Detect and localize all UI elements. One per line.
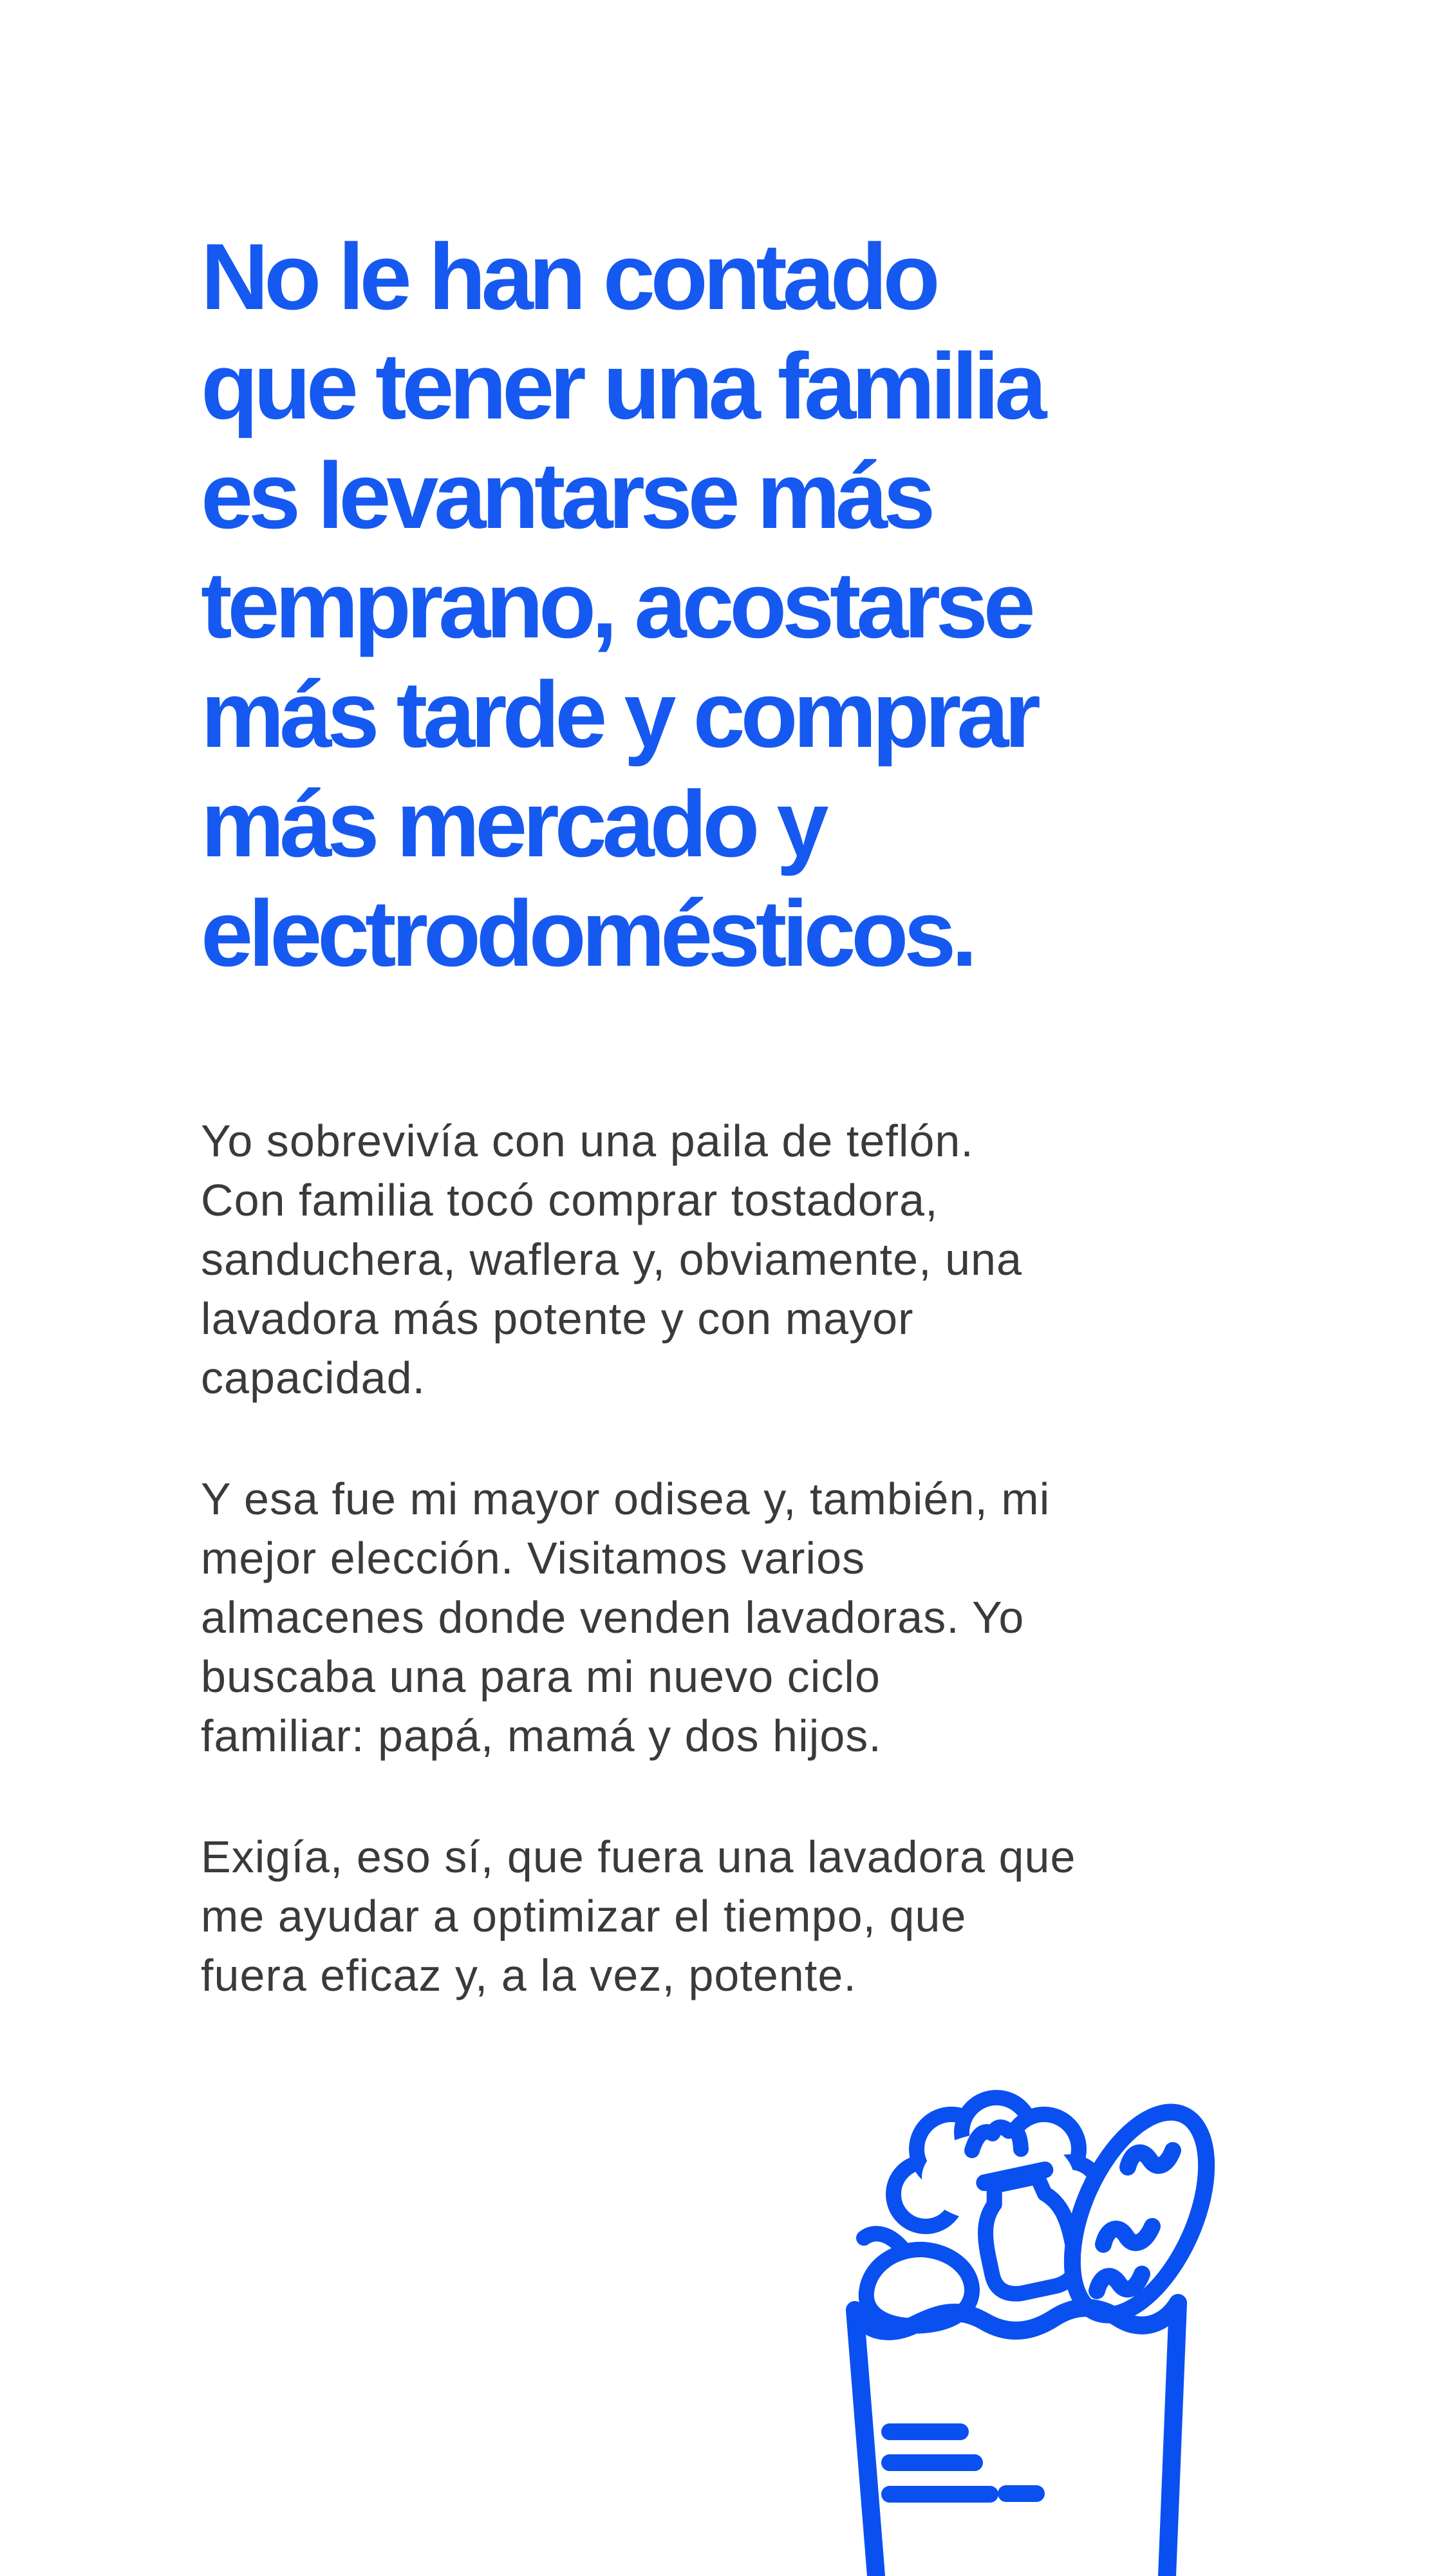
receipt-lines-icon: [890, 2432, 1036, 2494]
text-line: Exigía, eso sí, que fuera una lavadora que: [201, 1832, 1076, 1882]
headline: [201, 222, 1360, 988]
text-line: es levantarse más: [201, 443, 931, 548]
text-line: mejor elección. Visitamos varios: [201, 1533, 866, 1583]
body-paragraph-3: [201, 1827, 1360, 2005]
grocery-bag-illustration: [818, 2067, 1217, 2576]
text-line: almacenes donde venden lavadoras. Yo: [201, 1592, 1025, 1642]
text-line: Y esa fue mi mayor odisea y, también, mi: [201, 1474, 1051, 1524]
text-line: Yo sobrevivía con una paila de teflón.: [201, 1116, 974, 1166]
body-paragraph-1: [201, 1111, 1360, 1407]
text-line: más tarde y comprar: [201, 662, 1036, 767]
text-line: temprano, acostarse: [201, 552, 1031, 657]
text-line: sanduchera, waflera y, obviamente, una: [201, 1234, 1023, 1284]
text-line: fuera eficaz y, a la vez, potente.: [201, 1950, 857, 2000]
text-line: me ayudar a optimizar el tiempo, que: [201, 1891, 967, 1941]
text-line: buscaba una para mi nuevo ciclo: [201, 1651, 881, 1702]
body-paragraph-2: [201, 1469, 1360, 1765]
text-line: que tener una familia: [201, 334, 1043, 438]
text-line: capacidad.: [201, 1353, 426, 1403]
text-line: Con familia tocó comprar tostadora,: [201, 1175, 939, 1225]
text-line: familiar: papá, mamá y dos hijos.: [201, 1711, 882, 1761]
text-line: más mercado y: [201, 771, 825, 876]
text-line: lavadora más potente y con mayor: [201, 1293, 914, 1344]
text-line: No le han contado: [201, 224, 936, 329]
text-line: electrodomésticos.: [201, 881, 973, 986]
